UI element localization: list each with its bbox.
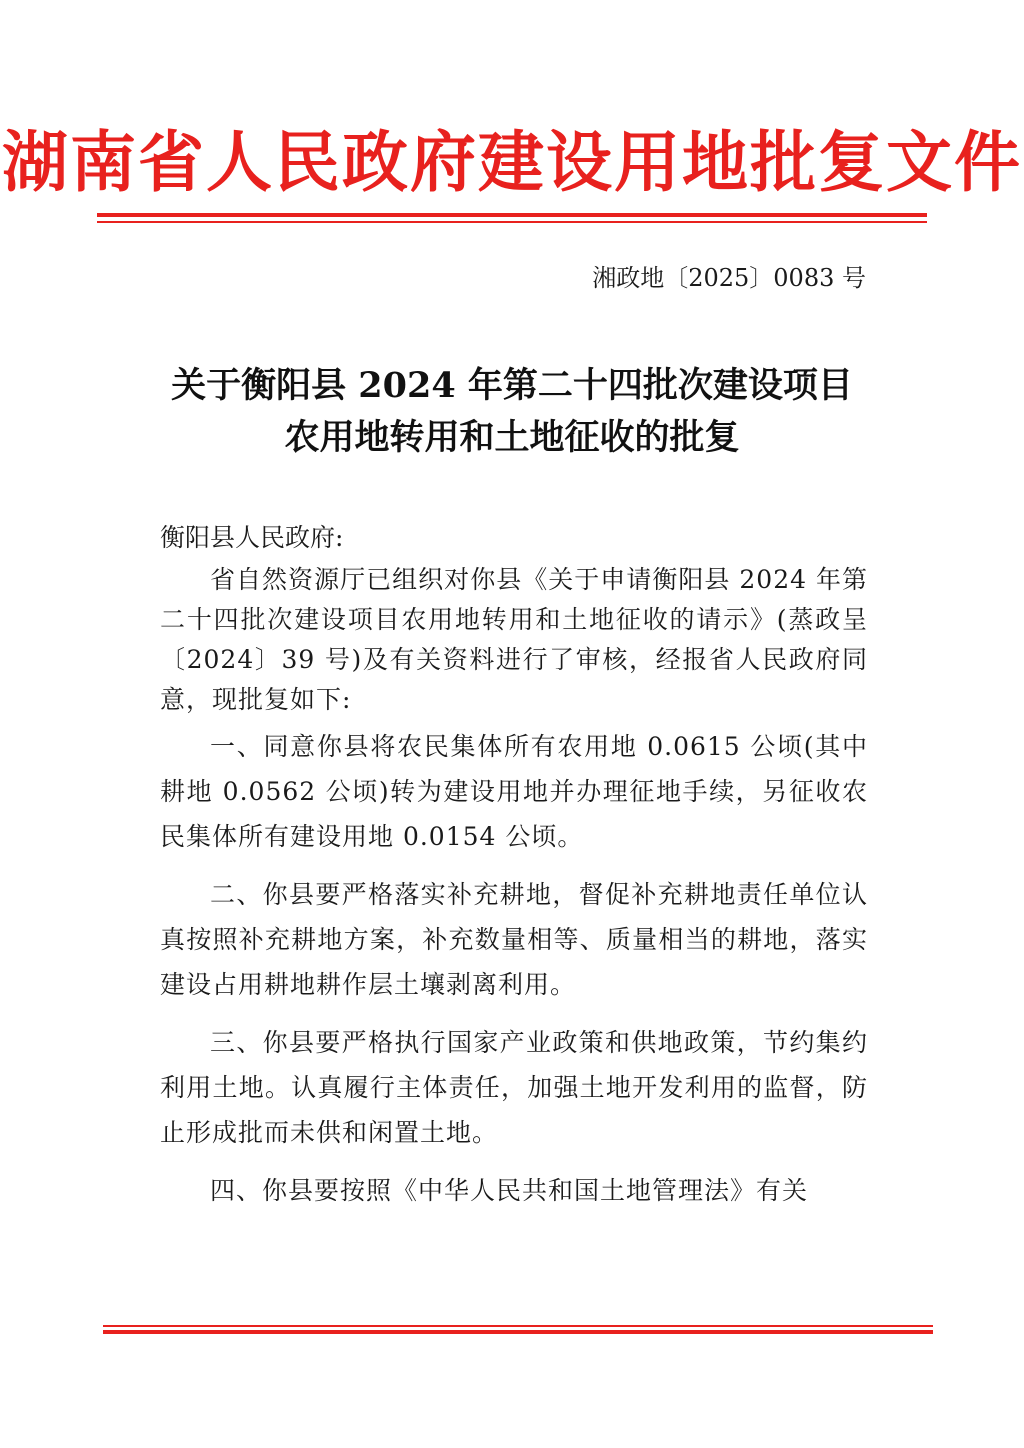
paragraph-item-1: 一、同意你县将农民集体所有农用地 0.0615 公顷(其中耕地 0.0562 公顷)转为建设用地并办理征地手续，另征收农民集体所有建设用地 0.0154 公顷。 <box>160 732 868 851</box>
header-rule-thin-line <box>97 221 927 223</box>
footer-red-rule <box>103 1325 933 1335</box>
masthead-title: 湖南省人民政府建设用地批复文件 <box>2 124 1022 201</box>
document-title-line-1: 关于衡阳县 2024 年第二十四批次建设项目 <box>171 365 853 406</box>
paragraph-item-2: 二、你县要严格落实补充耕地，督促补充耕地责任单位认真按照补充耕地方案，补充数量相等、质量相当的耕地，落实建设占用耕地耕作层土壤剥离利用。 <box>160 880 868 999</box>
paragraph-intro: 省自然资源厅已组织对你县《关于申请衡阳县 2024 年第二十四批次建设项目农用地转用和土地征收的请示》(蒸政呈〔2024〕39 号)及有关资料进行了审核，经报省人民政府同意，现批复如下: <box>160 565 868 714</box>
document-number: 湘政地〔2025〕0083 号 <box>592 264 866 292</box>
recipient-line: 衡阳县人民政府: <box>160 523 344 552</box>
footer-rule-thick-line <box>103 1330 933 1334</box>
paragraph-item-3: 三、你县要严格执行国家产业政策和供地政策，节约集约利用土地。认真履行主体责任，加强土地开发利用的监督，防止形成批而未供和闲置土地。 <box>160 1028 868 1147</box>
header-red-rule <box>97 213 927 225</box>
document-title-line-2: 农用地转用和土地征收的批复 <box>284 417 740 458</box>
footer-rule-thin-line <box>103 1325 933 1327</box>
document-body <box>160 560 868 1226</box>
header-rule-thick-line <box>97 213 927 217</box>
document-title <box>0 360 1024 464</box>
paragraph-item-4: 四、你县要按照《中华人民共和国土地管理法》有关 <box>210 1176 809 1205</box>
